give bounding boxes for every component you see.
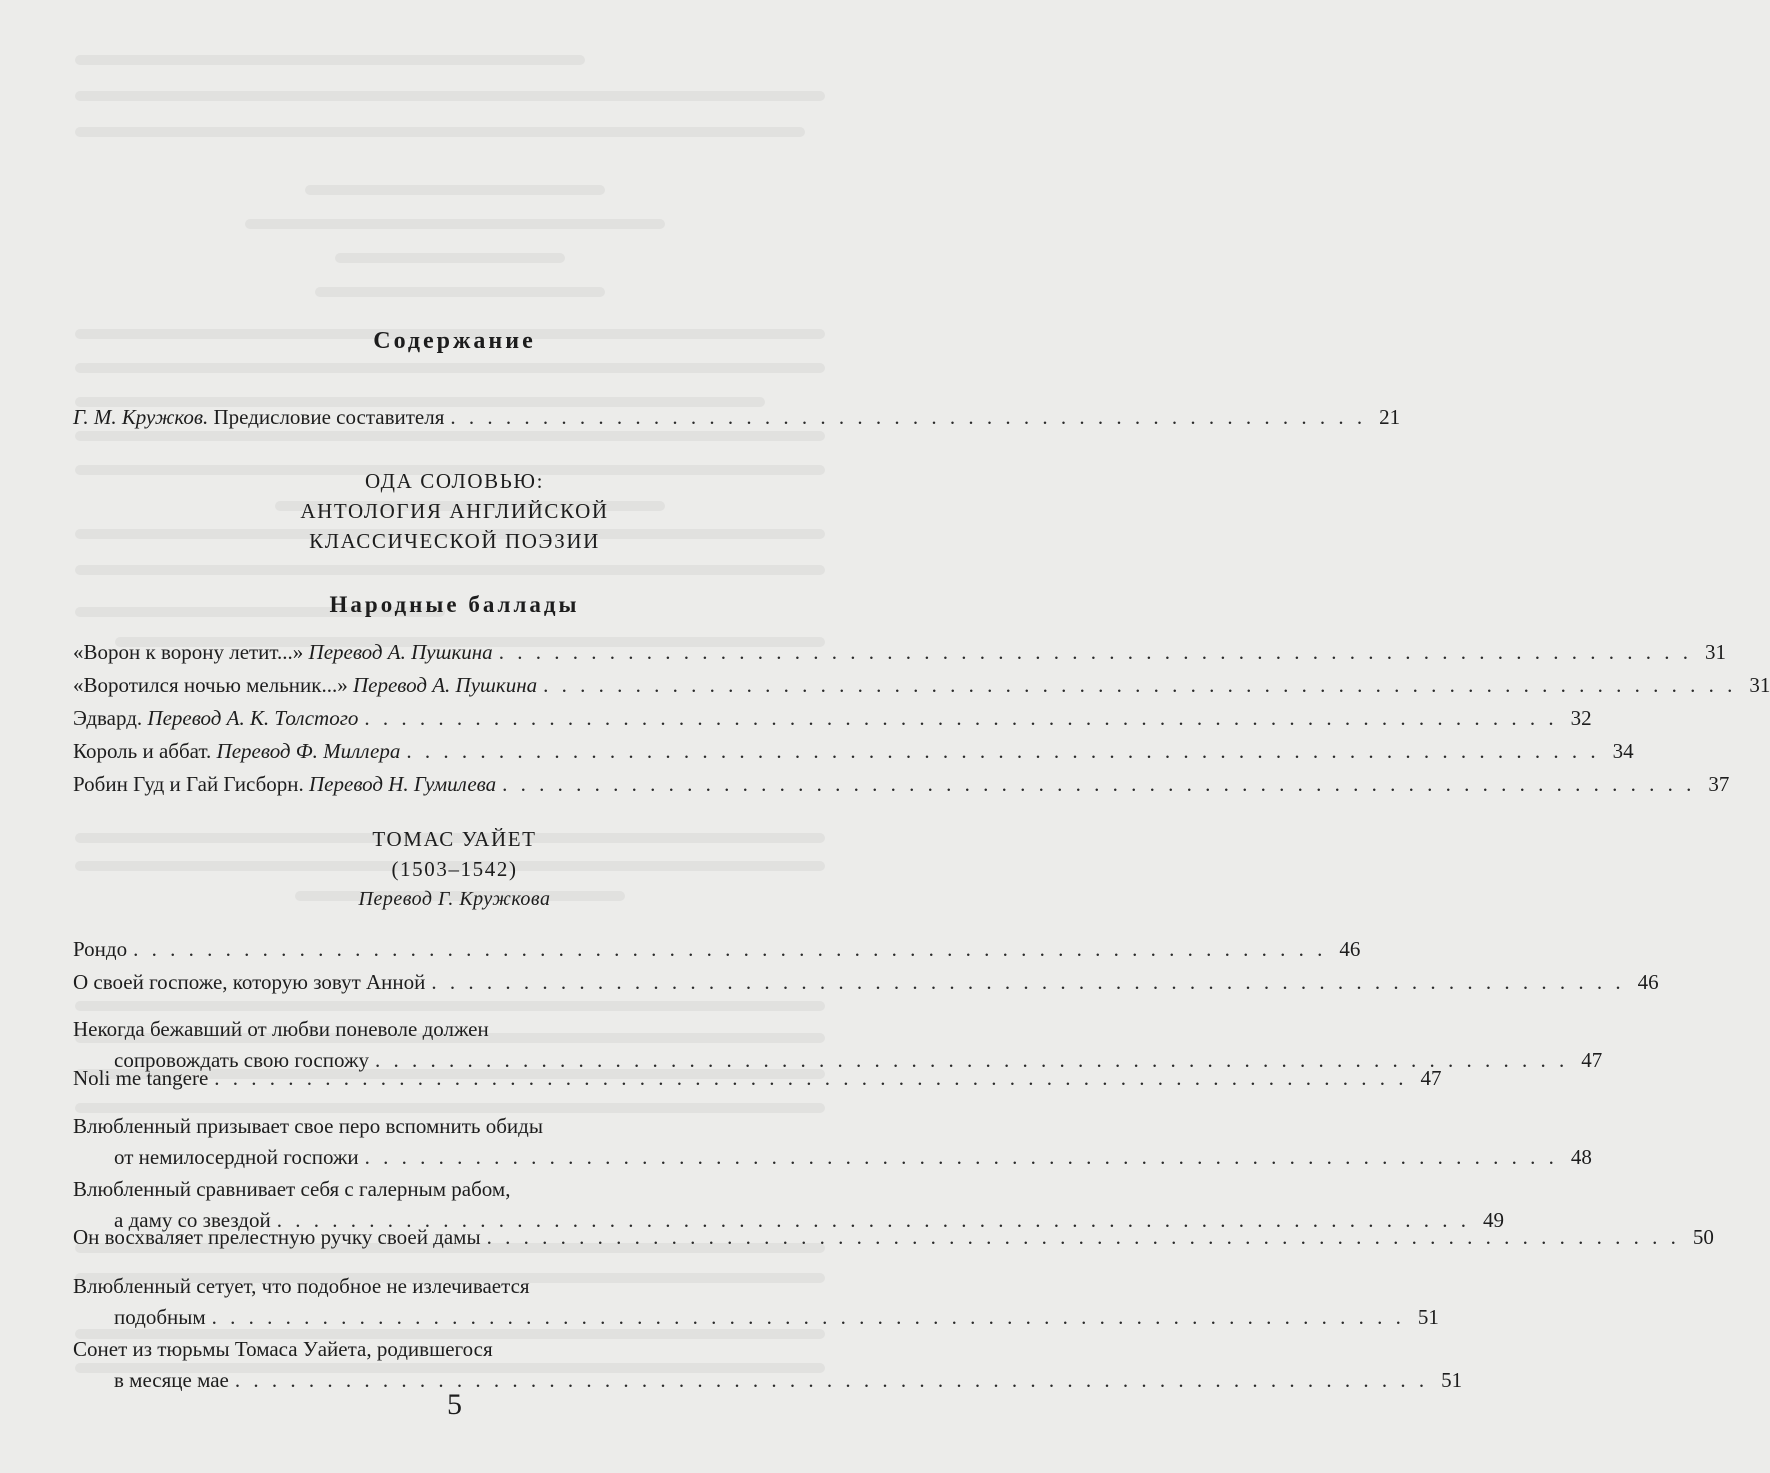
entry-page-number: 47: [1420, 1066, 1442, 1090]
toc-entry[interactable]: [73, 637, 1726, 667]
leader-dots: . . . . . . . . . . . . . . . . . . . . . . . . . . . . . . . . . . . . . . . . . . . . . . . . . . . . . . . . . . . . . . . . .: [364, 706, 1558, 730]
leader-dots: . . . . . . . . . . . . . . . . . . . . . . . . . . . . . . . . . . . . . . . . . . . . . . . . . . . . . . . . . . . . . . . . .: [502, 772, 1696, 796]
entry-page-number: 49: [1482, 1208, 1504, 1232]
entry-title: [73, 703, 358, 733]
leader-dots: . . . . . . . . . . . . . . . . . . . . . . . . . . . . . . . . . . . . . . . . . . . . . . . . . . . . . . . . . . . . . . . . .: [486, 1225, 1680, 1249]
toc-entry-preface[interactable]: [73, 402, 1401, 432]
entry-page-number: 50: [1692, 1225, 1714, 1249]
entry-page-number: 51: [1417, 1305, 1439, 1329]
entry-page-number: 31: [1704, 640, 1726, 664]
entry-page-number: 48: [1570, 1145, 1592, 1169]
contents-heading: Содержание: [373, 328, 536, 354]
toc-entry[interactable]: [73, 736, 1634, 766]
entry-title: [114, 1142, 359, 1172]
entry-title-text: подобным: [114, 1305, 206, 1329]
entry-title-text: «Ворон к ворону летит...»: [73, 640, 304, 664]
entry-title: [114, 1302, 206, 1332]
entry-title-line-1: Некогда бежавший от любви поневоле должен: [73, 1017, 489, 1041]
entry-page-number: 37: [1708, 772, 1730, 796]
leader-dots: . . . . . . . . . . . . . . . . . . . . . . . . . . . . . . . . . . . . . . . . . . . . . . . . . . . . . . . . . . . . . . . . .: [374, 1048, 1569, 1072]
toc-entry[interactable]: [114, 1142, 1592, 1172]
anthology-title-line-2: АНТОЛОГИЯ АНГЛИЙСКОЙ: [300, 499, 609, 523]
entry-title-text: Робин Гуд и Гай Гисборн.: [73, 772, 304, 796]
entry-title: [73, 967, 425, 997]
leader-dots: . . . . . . . . . . . . . . . . . . . . . . . . . . . . . . . . . . . . . . . . . . . . . . . . . .: [450, 405, 1367, 429]
entry-title-line-1: Сонет из тюрьмы Томаса Уайета, родившегося: [73, 1337, 493, 1361]
wyatt-years: (1503–1542): [391, 857, 518, 881]
toc-entry[interactable]: [73, 1222, 1714, 1252]
entry-title: [73, 637, 493, 667]
entry-author: Г. М. Кружков.: [73, 405, 209, 429]
leader-dots: . . . . . . . . . . . . . . . . . . . . . . . . . . . . . . . . . . . . . . . . . . . . . . . . . . . . . . . . . . . . . . . . .: [498, 640, 1692, 664]
entry-translator: Перевод А. Пушкина: [352, 673, 538, 697]
toc-entry[interactable]: [73, 703, 1592, 733]
leader-dots: . . . . . . . . . . . . . . . . . . . . . . . . . . . . . . . . . . . . . . . . . . . . . . . . . . . . . . . . . . . . . . . . .: [406, 739, 1600, 763]
leader-dots: . . . . . . . . . . . . . . . . . . . . . . . . . . . . . . . . . . . . . . . . . . . . . . . . . . . . . . . . . . . . . . . . .: [211, 1305, 1405, 1329]
wyatt-translator: Перевод Г. Кружкова: [358, 888, 551, 910]
entry-page-number: 31: [1749, 673, 1770, 697]
toc-entry[interactable]: [73, 934, 1361, 964]
entry-title: [73, 402, 444, 432]
leader-dots: . . . . . . . . . . . . . . . . . . . . . . . . . . . . . . . . . . . . . . . . . . . . . . . . . . . . . . . . . . . . . . . . .: [133, 937, 1327, 961]
entry-page-number: 46: [1339, 937, 1361, 961]
entry-title-text: Он восхваляет прелестную ручку своей дамы: [73, 1225, 481, 1249]
entry-translator: Перевод Н. Гумилева: [309, 772, 497, 796]
anthology-title-line-3: КЛАССИЧЕСКОЙ ПОЭЗИИ: [309, 529, 600, 553]
entry-title: [73, 769, 496, 799]
page-number: 5: [447, 1388, 462, 1421]
toc-entry[interactable]: [73, 670, 1770, 700]
entry-title-text: Эдвард.: [73, 706, 143, 730]
entry-title-line-1: Влюбленный сравнивает себя с галерным рабом,: [73, 1177, 511, 1201]
entry-page-number: 32: [1570, 706, 1592, 730]
entry-title-text: в месяце мае: [114, 1368, 229, 1392]
leader-dots: . . . . . . . . . . . . . . . . . . . . . . . . . . . . . . . . . . . . . . . . . . . . . . . . . . . . . . . . . . . . . . . . .: [364, 1145, 1558, 1169]
entry-title: [73, 1063, 208, 1093]
entry-title-text: Рондо: [73, 937, 128, 961]
entry-page-number: 46: [1637, 970, 1659, 994]
wyatt-name: ТОМАС УАЙЕТ: [372, 827, 537, 851]
entry-title-text: Король и аббат.: [73, 739, 212, 763]
entry-title-line-1: Влюбленный призывает свое перо вспомнить обиды: [73, 1114, 543, 1138]
entry-title: [73, 736, 400, 766]
entry-title-text: а даму со звездой: [114, 1208, 271, 1232]
entry-page-number: 47: [1581, 1048, 1603, 1072]
entry-title: [73, 670, 537, 700]
leader-dots: . . . . . . . . . . . . . . . . . . . . . . . . . . . . . . . . . . . . . . . . . . . . . . . . . . . . . . . . . . . . . . . . .: [214, 1066, 1408, 1090]
entry-title: [73, 1222, 481, 1252]
toc-entry[interactable]: [73, 1063, 1442, 1093]
entry-page-number: 34: [1612, 739, 1634, 763]
entry-title-text: О своей госпоже, которую зовут Анной: [73, 970, 426, 994]
entry-title-text: Предисловие составителя: [213, 405, 445, 429]
leader-dots: . . . . . . . . . . . . . . . . . . . . . . . . . . . . . . . . . . . . . . . . . . . . . . . . . . . . . . . . . . . . . . . . .: [276, 1208, 1470, 1232]
entry-title-line-1: Влюбленный сетует, что подобное не излечивается: [73, 1274, 530, 1298]
ballads-heading: Народные баллады: [329, 592, 580, 617]
toc-entry[interactable]: [73, 769, 1730, 799]
entry-title: [73, 934, 127, 964]
leader-dots: . . . . . . . . . . . . . . . . . . . . . . . . . . . . . . . . . . . . . . . . . . . . . . . . . . . . . . . . . . . . . . . . .: [234, 1368, 1429, 1392]
entry-title-text: от немилосердной госпожи: [114, 1145, 359, 1169]
leader-dots: . . . . . . . . . . . . . . . . . . . . . . . . . . . . . . . . . . . . . . . . . . . . . . . . . . . . . . . . . . . . . . . . .: [543, 673, 1737, 697]
entry-translator: Перевод А. К. Толстого: [147, 706, 359, 730]
anthology-title-line-1: ОДА СОЛОВЬЮ:: [364, 469, 545, 493]
entry-translator: Перевод Ф. Миллера: [216, 739, 401, 763]
entry-title-text: сопровождать свою госпожу: [114, 1048, 369, 1072]
entry-title-text: «Воротился ночью мельник...»: [73, 673, 348, 697]
toc-entry[interactable]: [73, 967, 1659, 997]
entry-translator: Перевод А. Пушкина: [308, 640, 493, 664]
entry-page-number: 21: [1379, 405, 1401, 429]
entry-title-text: Noli me tangere: [73, 1066, 209, 1090]
toc-entry[interactable]: [114, 1302, 1439, 1332]
entry-page-number: 51: [1441, 1368, 1463, 1392]
leader-dots: . . . . . . . . . . . . . . . . . . . . . . . . . . . . . . . . . . . . . . . . . . . . . . . . . . . . . . . . . . . . . . . . .: [431, 970, 1625, 994]
